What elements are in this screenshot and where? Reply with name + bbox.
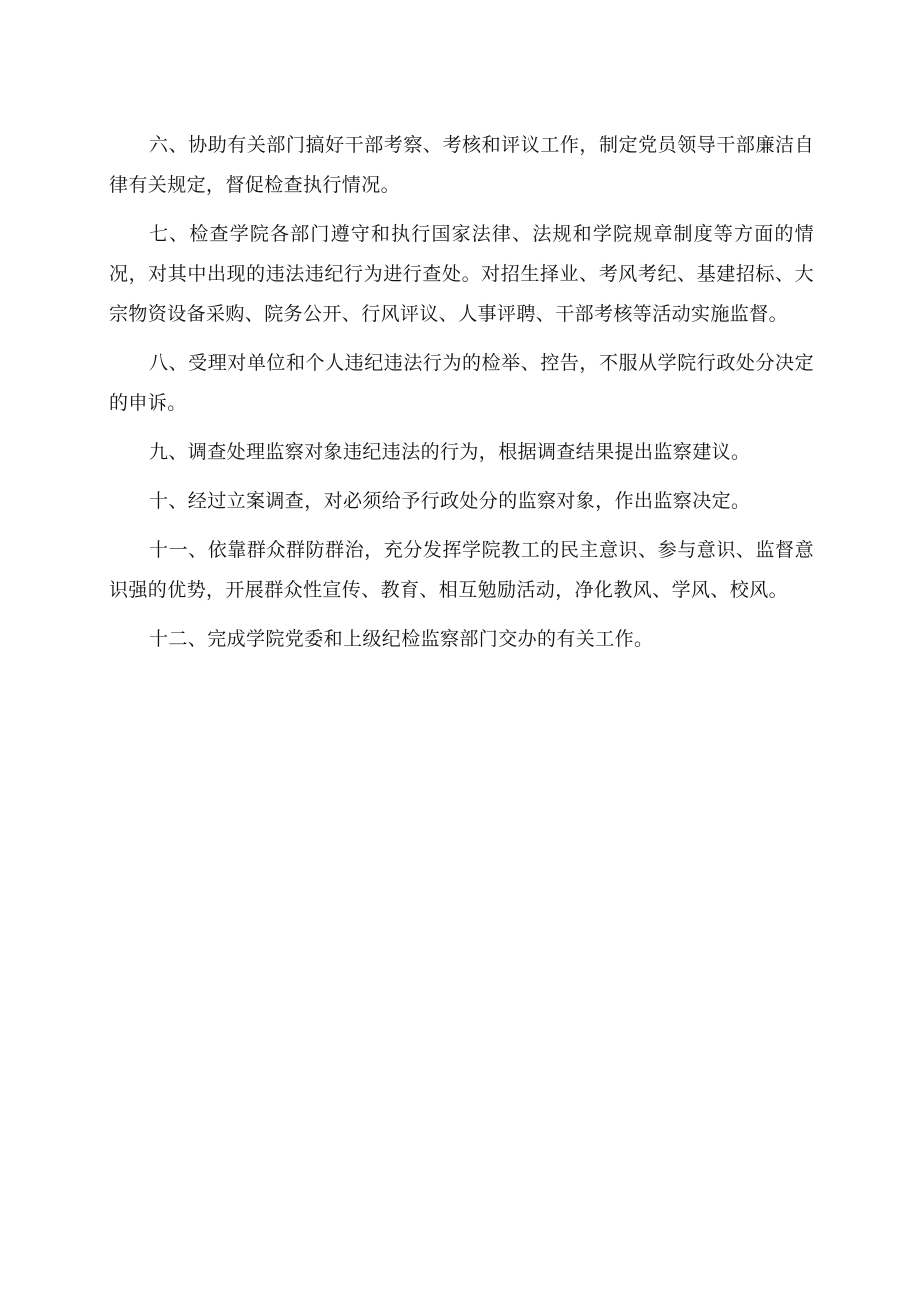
paragraph-10: 十、经过立案调查，对必须给予行政处分的监察对象，作出监察决定。 <box>149 490 751 512</box>
paragraph-7: 七、检查学院各部门遵守和执行国家法律、法规和学院规章制度等方面的情况，对其中出现的违法违纪行为进行查处。对招生择业、考风考纪、基建招标、大宗物资设备采购、院务公开、行风评议、人事评聘、干部考核等活动实施监督。 <box>109 223 814 325</box>
paragraph-12: 十二、完成学院党委和上级纪检监察部门交办的有关工作。 <box>149 628 654 650</box>
paragraph-6: 六、协助有关部门搞好干部考察、考核和评议工作，制定党员领导干部廉洁自律有关规定，督促检查执行情况。 <box>109 134 814 196</box>
paragraph-9: 九、调查处理监察对象违纪违法的行为，根据调查结果提出监察建议。 <box>149 441 751 463</box>
paragraph-8: 八、受理对单位和个人违纪违法行为的检举、控告，不服从学院行政处分决定的申诉。 <box>109 352 814 414</box>
document-body <box>109 125 814 668</box>
paragraph-11: 十一、依靠群众群防群治，充分发挥学院教工的民主意识、参与意识、监督意识强的优势，开展群众性宣传、教育、相互勉励活动，净化教风、学风、校风。 <box>109 539 814 601</box>
